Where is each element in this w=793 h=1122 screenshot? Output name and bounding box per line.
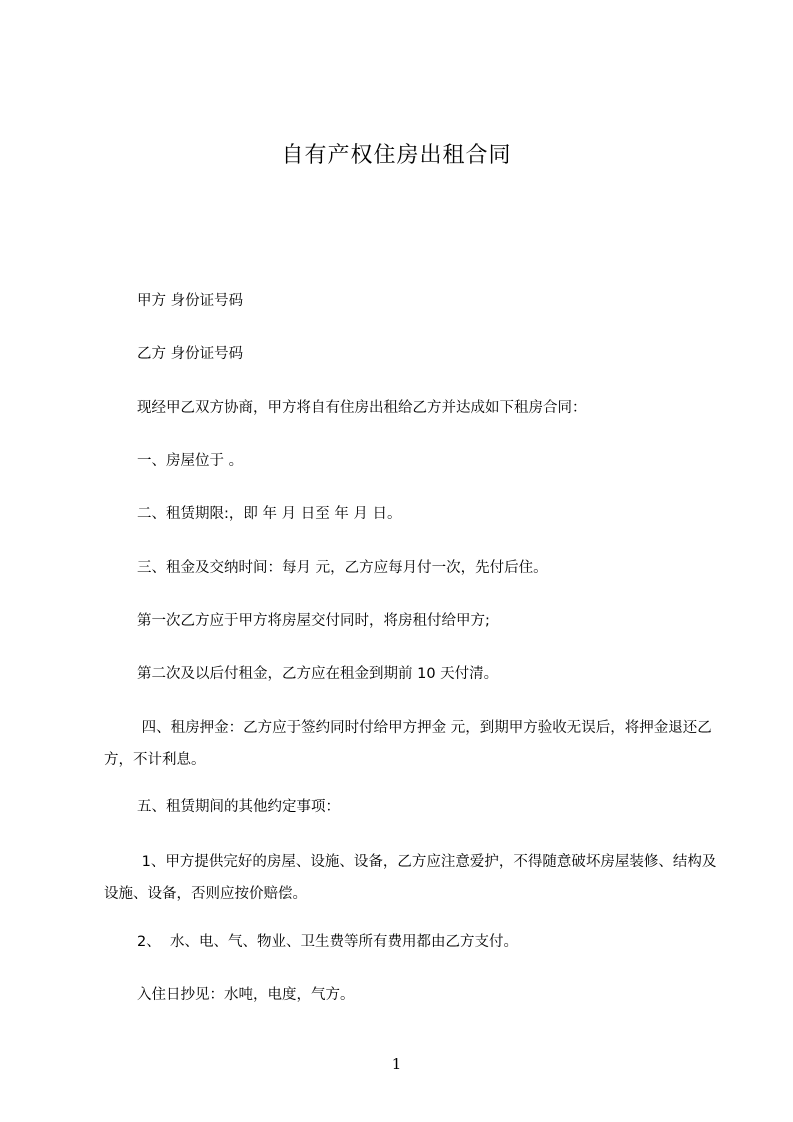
first-payment-line: 第一次乙方应于甲方将房屋交付同时，将房租付给甲方; bbox=[137, 613, 490, 629]
subsequent-payment-line: 第二次及以后付租金，乙方应在租金到期前 10 天付清。 bbox=[137, 666, 499, 682]
clause-1-location: 一、房屋位于 。 bbox=[137, 453, 244, 469]
clause-2-term: 二、租赁期限:，即 年 月 日至 年 月 日。 bbox=[137, 506, 402, 522]
clause-3-rent: 三、租金及交纳时间：每月 元，乙方应每月付一次，先付后住。 bbox=[137, 560, 548, 576]
clause-4-deposit: 四、租房押金：乙方应于签约同时付给甲方押金 元，到期甲方验收无误后，将押金退还乙方，不计利息。 bbox=[104, 720, 712, 768]
meter-reading-line: 入住日抄见：水吨，电度，气方。 bbox=[137, 987, 355, 1003]
party-b-line: 乙方 身份证号码 bbox=[137, 346, 244, 362]
clause-5-item-2: 2、 水、电、气、物业、卫生费等所有费用都由乙方支付。 bbox=[137, 934, 518, 950]
agreement-intro: 现经甲乙双方协商，甲方将自有住房出租给乙方并达成如下租房合同： bbox=[137, 400, 587, 416]
party-a-line: 甲方 身份证号码 bbox=[137, 293, 244, 309]
document-title: 自有产权住房出租合同 bbox=[281, 143, 512, 168]
clause-5-item-1: 1、甲方提供完好的房屋、设施、设备，乙方应注意爱护，不得随意破坏房屋装修、结构及设施、设备，否则应按价赔偿。 bbox=[104, 854, 717, 902]
page-number: 1 bbox=[391, 1055, 402, 1073]
clause-5-heading: 五、租赁期间的其他约定事项： bbox=[137, 799, 340, 815]
